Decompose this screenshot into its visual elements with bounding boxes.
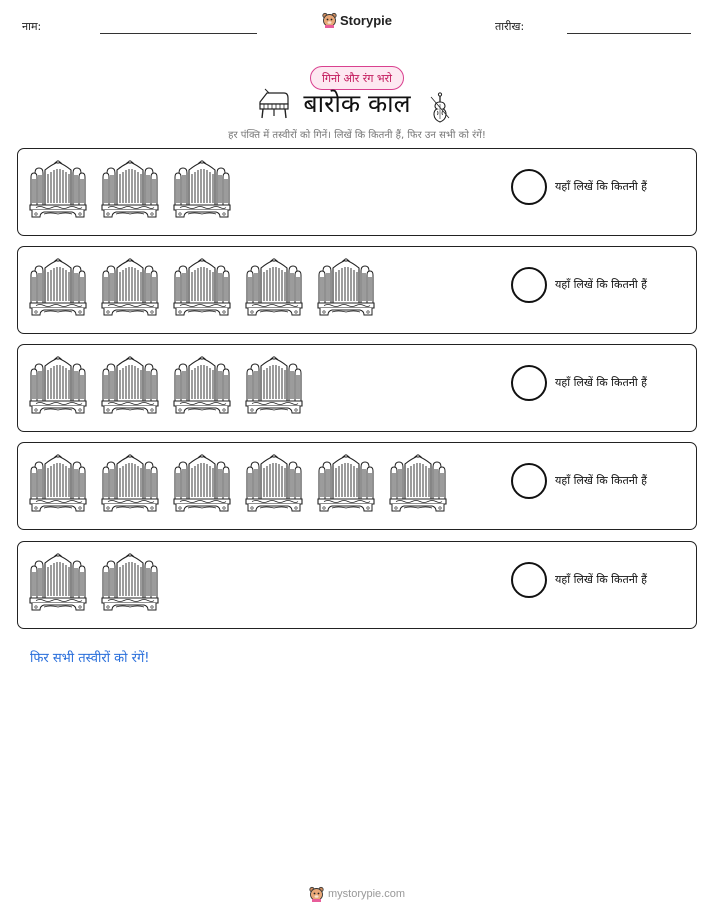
answer-circle[interactable]	[511, 562, 547, 598]
row-images	[28, 355, 304, 415]
instructions: हर पंक्ति में तस्वीरों को गिनें। लिखें कि कितनी हैं, फिर उन सभी को रंगें!	[228, 130, 486, 141]
pipe-organ-icon	[100, 355, 160, 415]
pipe-organ-icon	[172, 257, 232, 317]
answer-label: यहाँ लिखें कि कितनी हैं	[555, 573, 648, 586]
answer-circle[interactable]	[511, 463, 547, 499]
row-images	[28, 159, 232, 219]
bear-logo-icon	[309, 886, 324, 902]
count-row-5	[17, 541, 697, 629]
pipe-organ-icon	[244, 453, 304, 513]
pipe-organ-icon	[100, 453, 160, 513]
pipe-organ-icon	[244, 257, 304, 317]
pipe-organ-icon	[244, 355, 304, 415]
violin-icon	[429, 92, 451, 124]
count-row-2	[17, 246, 697, 334]
answer-circle[interactable]	[511, 365, 547, 401]
row-images	[28, 257, 376, 317]
pipe-organ-icon	[172, 355, 232, 415]
answer-circle[interactable]	[511, 169, 547, 205]
page-title: बारोक काल	[303, 89, 411, 118]
pipe-organ-icon	[100, 257, 160, 317]
footer-site: mystorypie.com	[327, 888, 406, 900]
pipe-organ-icon	[100, 159, 160, 219]
pipe-organ-icon	[172, 159, 232, 219]
count-row-1	[17, 148, 697, 236]
pipe-organ-icon	[316, 453, 376, 513]
answer-label: यहाँ लिखें कि कितनी हैं	[555, 376, 648, 389]
date-write-line[interactable]	[567, 33, 691, 34]
name-label: नाम:	[22, 20, 42, 33]
row-images	[28, 453, 448, 513]
pipe-organ-icon	[388, 453, 448, 513]
date-label: तारीख:	[495, 20, 525, 33]
pipe-organ-icon	[28, 257, 88, 317]
answer-label: यहाँ लिखें कि कितनी हैं	[555, 474, 648, 487]
brand	[0, 12, 714, 32]
count-row-3	[17, 344, 697, 432]
pipe-organ-icon	[316, 257, 376, 317]
row-images	[28, 552, 160, 612]
pipe-organ-icon	[28, 453, 88, 513]
footer	[0, 886, 714, 906]
answer-circle[interactable]	[511, 267, 547, 303]
answer-label: यहाँ लिखें कि कितनी हैं	[555, 278, 648, 291]
count-row-4	[17, 442, 697, 530]
pipe-organ-icon	[172, 453, 232, 513]
brand-name: Storypie	[339, 12, 392, 28]
pipe-organ-icon	[28, 159, 88, 219]
pipe-organ-icon	[28, 355, 88, 415]
coloring-note: फिर सभी तस्वीरों को रंगें!	[30, 651, 150, 666]
bear-logo-icon	[322, 12, 337, 28]
activity-badge: गिनो और रंग भरो	[310, 66, 404, 90]
name-write-line[interactable]	[100, 33, 257, 34]
pipe-organ-icon	[100, 552, 160, 612]
pipe-organ-icon	[28, 552, 88, 612]
answer-label: यहाँ लिखें कि कितनी हैं	[555, 180, 648, 193]
